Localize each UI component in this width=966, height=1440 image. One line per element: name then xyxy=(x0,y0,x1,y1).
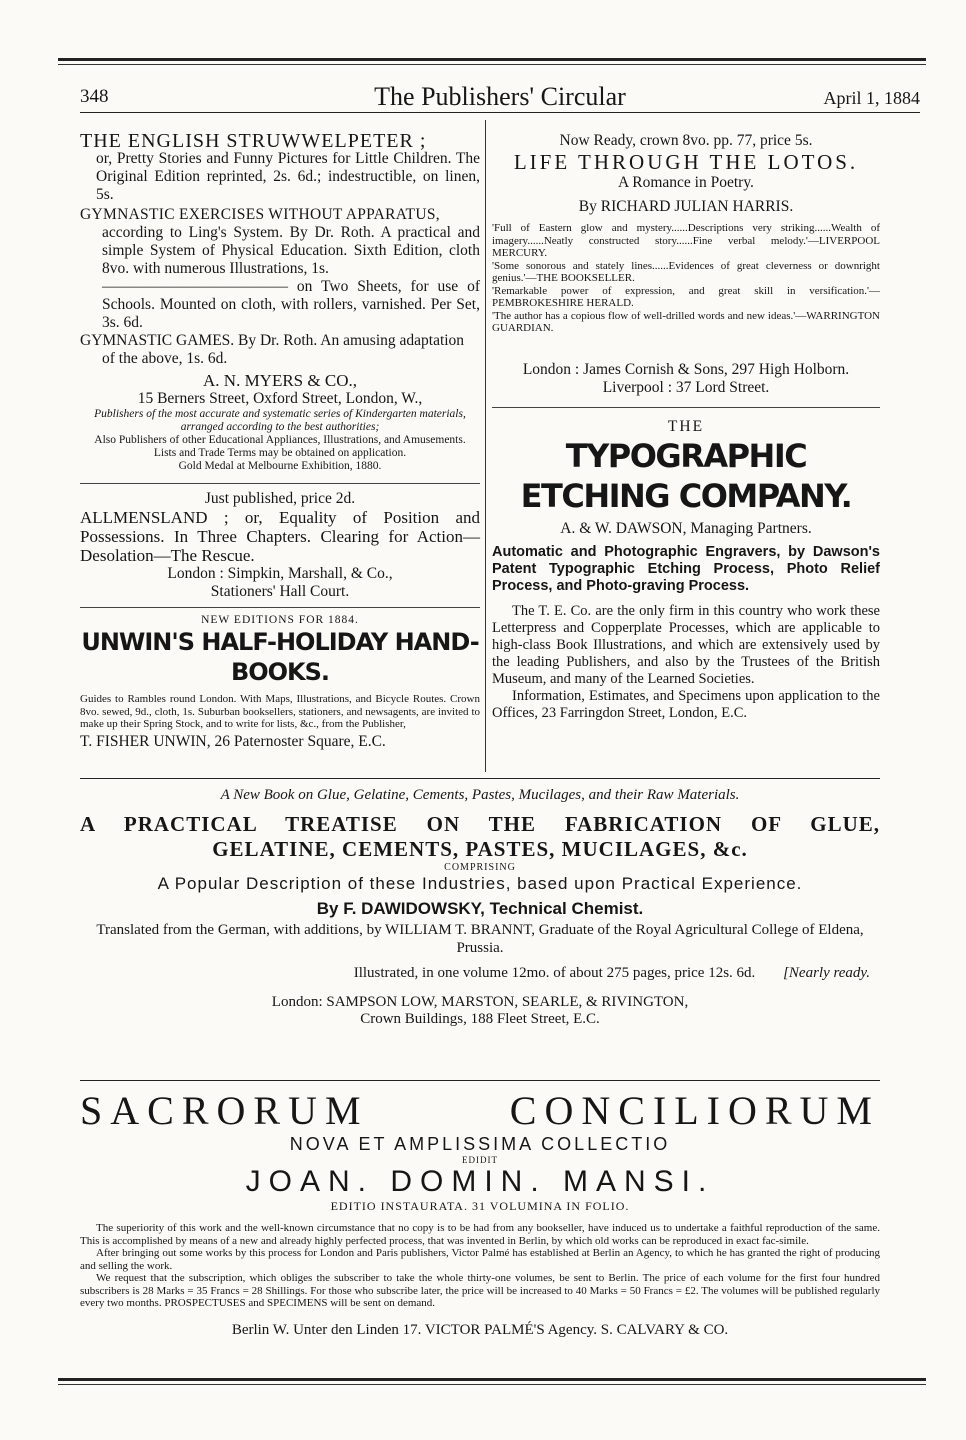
glue-comprising: COMPRISING xyxy=(444,862,516,873)
glue-title-1: A PRACTICAL TREATISE ON THE FABRICATION OF GLUE, xyxy=(80,812,880,836)
allmensland-published: Just published, price 2d. xyxy=(204,490,356,507)
sacrorum-mansi: JOAN. DOMIN. MANSI. xyxy=(245,1165,715,1198)
typographic-body: The T. E. Co. are the only firm in this country who work these Letterpress and Copperplate Processes, which are applicable to high-class Book Illustrations, and which are extensively used by the leading Publishers, and also by the Trustees of the British Museum, and many of the Learned Societies. xyxy=(492,602,880,687)
myers-medal: Gold Medal at Melbourne Exhibition, 1880. xyxy=(178,460,382,472)
lotos-review-2: 'Some sonorous and stately lines......Evidences of great cleverness or downright genius.'—THE BOOKSELLER. xyxy=(492,259,880,284)
lotos-review-1: 'Full of Eastern glow and mystery......Descriptions very striking......Wealth of imagery......Neatly constructed story......Fine verbal melody.'—LIVERPOOL MERCURY. xyxy=(492,222,880,259)
sacrorum-edidit: EDIDIT xyxy=(462,1155,498,1165)
sacrorum-ad xyxy=(80,1080,880,1339)
glue-author: By F. DAWIDOWSKY, Technical Chemist. xyxy=(316,899,644,918)
top-border-rule xyxy=(58,58,926,61)
bottom-border-rule-thin xyxy=(58,1384,926,1385)
divider xyxy=(80,607,480,608)
glue-ready: [Nearly ready. xyxy=(783,965,870,981)
typographic-info: Information, Estimates, and Specimens upon application to the Offices, 23 Farringdon Street, London, E.C. xyxy=(492,687,880,721)
lotos-author: By RICHARD JULIAN HARRIS. xyxy=(578,198,794,215)
gymnastic-exercises-body: according to Ling's System. By Dr. Roth. A practical and simple System of Physical Education. Sixth Edition, cloth 8vo. with numerous Illustrations, 1s. xyxy=(102,224,480,277)
sacrorum-footer: Berlin W. Unter den Linden 17. VICTOR PALMÉ'S Agency. S. CALVARY & CO. xyxy=(231,1321,729,1338)
lotos-review-4: 'The author has a copious flow of well-drilled words and new ideas.'—WARRINGTON GUARDIAN. xyxy=(492,309,880,334)
allmensland-ad xyxy=(80,490,480,601)
struwwelpeter-ad xyxy=(80,132,480,473)
allmensland-hall: Stationers' Hall Court. xyxy=(210,583,350,600)
lotos-ready: Now Ready, crown 8vo. pp. 77, price 5s. xyxy=(559,132,813,149)
typographic-title: TYPOGRAPHIC ETCHING COMPANY. xyxy=(520,436,852,515)
lotos-review-3: 'Remarkable power of expression, and great skill in versification.'—PEMBROKESHIRE HERALD. xyxy=(492,284,880,309)
gymnastic-games: GYMNASTIC GAMES. By Dr. Roth. An amusing adaptation of the above, 1s. 6d. xyxy=(80,332,465,367)
allmensland-title: ALLMENSLAND ; or, Equality of Position and Possessions. In Three Chapters. Clearing for Action—Desolation—The Rescue. xyxy=(80,508,480,565)
glue-translated: Translated from the German, with additions, by WILLIAM T. BRANNT, Graduate of the Royal Agricultural College of Eldena, Prussia. xyxy=(96,922,864,956)
allmensland-london: London : Simpkin, Marshall, & Co., xyxy=(167,565,393,582)
myers-description: Publishers of the most accurate and systematic series of Kindergarten materials, arranged according to the best authorities; xyxy=(94,408,466,433)
right-column xyxy=(492,120,880,722)
divider xyxy=(492,407,880,408)
sacrorum-paragraph-3: We request that the subscription, which obliges the subscriber to take the whole thirty-one volumes, be sent to Berlin. The price of each volume for the first four hundred subscribers is 28 Marks = 35 Francs = 28 Shillings. For those who subscribe later, the price will be increased to 40 Marks = 50 Francs = £2. The volumes will be published regularly every two months. PROSPECTUSES and SPECIMENS will be sent on demand. xyxy=(80,1272,880,1309)
typographic-ad xyxy=(492,418,880,722)
gymnastic-exercises-title: GYMNASTIC EXERCISES WITHOUT APPARATUS, xyxy=(80,206,440,223)
unwin-ad xyxy=(80,614,480,751)
bottom-border-rule xyxy=(58,1378,926,1381)
myers-lists: Lists and Trade Terms may be obtained on application. xyxy=(153,447,407,459)
struwwelpeter-body: or, Pretty Stories and Funny Pictures for Little Children. The Original Edition reprinted, 2s. 6d.; indestructible, on linen, 5s. xyxy=(96,150,480,203)
glue-ad xyxy=(80,778,880,1028)
myers-name: A. N. MYERS & CO., xyxy=(203,371,357,390)
sacrorum-editio: EDITIO INSTAURATA. 31 VOLUMINA IN FOLIO. xyxy=(330,1199,630,1213)
lotos-subtitle: A Romance in Poetry. xyxy=(618,174,754,191)
unwin-address: T. FISHER UNWIN, 26 Paternoster Square, E.C. xyxy=(80,732,386,750)
sacrorum-paragraph-2: After bringing out some works by this process for London and Paris publishers, Victor Palmé has established at Berlin an Agency, to which he has granted the right of producing and selling the work. xyxy=(80,1247,880,1272)
glue-london: London: SAMPSON LOW, MARSTON, SEARLE, & RIVINGTON, xyxy=(271,994,689,1010)
column-separator xyxy=(485,120,486,772)
left-column xyxy=(80,120,480,751)
page-date: April 1, 1884 xyxy=(823,88,920,108)
lotos-ad xyxy=(492,132,880,397)
typographic-partners: A. & W. DAWSON, Managing Partners. xyxy=(560,519,812,537)
page-number: 348 xyxy=(80,86,109,107)
header-rule xyxy=(80,112,920,113)
top-border-rule-thin xyxy=(58,64,926,65)
typographic-the: THE xyxy=(667,417,705,435)
sacrorum-nova: NOVA ET AMPLISSIMA COLLECTIO xyxy=(289,1134,671,1154)
lotos-publisher-2: Liverpool : 37 Lord Street. xyxy=(602,378,770,396)
sacrorum-title: SACRORUM CONCILIORUM xyxy=(80,1088,880,1133)
typographic-automatic: Automatic and Photographic Engravers, by Dawson's Patent Typographic Etching Process, Photo Relief Process, and Photo-graving Process. xyxy=(492,543,880,594)
lotos-title: LIFE THROUGH THE LOTOS. xyxy=(513,150,859,174)
struwwelpeter-title: THE ENGLISH STRUWWELPETER ; xyxy=(80,130,427,152)
unwin-new-editions: NEW EDITIONS FOR 1884. xyxy=(201,614,359,626)
divider xyxy=(80,483,480,484)
lotos-publisher: London : James Cornish & Sons, 297 High Holborn. xyxy=(522,360,850,378)
gymnastic-sheets: ———————————— on Two Sheets, for use of Schools. Mounted on cloth, with rollers, varnished. Per Set, 3s. 6d. xyxy=(102,278,480,331)
myers-also: Also Publishers of other Educational Appliances, Illustrations, and Amusements. xyxy=(94,434,466,446)
myers-address: 15 Berners Street, Oxford Street, London, W., xyxy=(137,390,423,407)
unwin-title: UNWIN'S HALF-HOLIDAY HAND-BOOKS. xyxy=(81,628,479,686)
glue-illustrated: Illustrated, in one volume 12mo. of about 275 pages, price 12s. 6d. xyxy=(353,965,756,981)
glue-title-2: GELATINE, CEMENTS, PASTES, MUCILAGES, &c. xyxy=(212,837,748,861)
page-title: The Publishers' Circular xyxy=(374,82,626,111)
page-header xyxy=(80,82,920,112)
glue-intro: A New Book on Glue, Gelatine, Cements, Pastes, Mucilages, and their Raw Materials. xyxy=(220,787,740,803)
glue-crown: Crown Buildings, 188 Fleet Street, E.C. xyxy=(360,1011,600,1027)
unwin-body: Guides to Rambles round London. With Maps, Illustrations, and Bicycle Routes. Crown 8vo. sewed, 9d., cloth, 1s. Suburban booksellers, stationers, and newsagents, are invited to make up their Spring Stock, and to write for lists, &c., from the Publisher, xyxy=(80,693,480,730)
sacrorum-paragraph-1: The superiority of this work and the well-known circumstance that no copy is to be had from any bookseller, have induced us to undertake a faithful reproduction of the same. This is accomplished by means of a new and already highly perfected process, that was invented in Berlin, by which old works can be reproduced in exact fac-simile. xyxy=(80,1222,880,1247)
glue-popular: A Popular Description of these Industries, based upon Practical Experience. xyxy=(157,874,803,893)
